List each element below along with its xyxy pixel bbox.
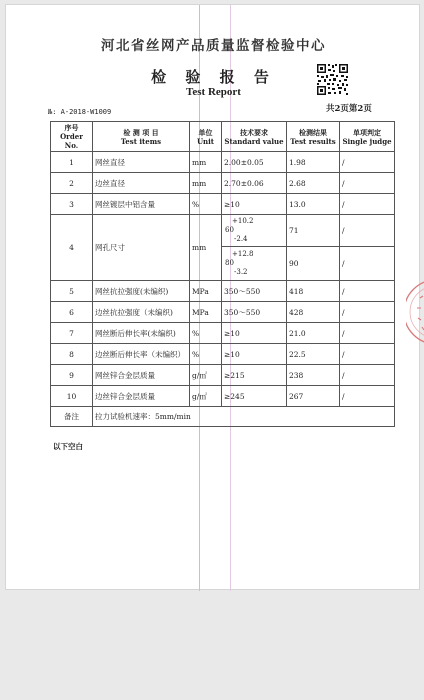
table-row: 6 边丝抗拉强度（未编织) MPa 350～550 428 / [51, 302, 395, 323]
report-number: №: A-2018-W1009 [48, 108, 112, 116]
blank-below-note: 以下空白 [53, 442, 83, 451]
table-row: 7 网丝断后伸长率(未编织) % ≥10 21.0 / [51, 323, 395, 344]
red-seal-stamp-icon [406, 278, 424, 346]
table-row: 2 边丝直径 mm 2.70±0.06 2.68 / [51, 173, 395, 194]
column-header-single-judge: 单项判定 Single judge [340, 122, 395, 152]
table-row: 8 边丝断后伸长率（未编织） % ≥10 22.5 / [51, 344, 395, 365]
table-row: 10 边丝锌合金层质量 g/㎡ ≥245 267 / [51, 386, 395, 407]
table-row: 4 网孔尺寸 mm +10.2 60 -2.4 +12.8 80 -3.2 71 90 / / [51, 215, 395, 281]
organization-name: 河北省丝网产品质量监督检验中心 [101, 38, 326, 54]
remark-label: 备注 [51, 407, 93, 427]
remark-text: 拉力试验机速率：5mm/min [93, 407, 395, 427]
table-row: 5 网丝抗拉强度(未编织) MPa 350～550 418 / [51, 281, 395, 302]
column-header-order-no: 序号 Order No. [51, 122, 93, 152]
table-row: 9 网丝锌合金层质量 g/㎡ ≥215 238 / [51, 365, 395, 386]
page-number: 共2页第2页 [326, 104, 372, 114]
table-row: 3 网丝镀层中铝含量 % ≥10 13.0 / [51, 194, 395, 215]
column-header-test-results: 检测结果 Test results [287, 122, 340, 152]
mesh-size-standard-cell: +10.2 60 -2.4 +12.8 80 -3.2 [222, 215, 287, 281]
column-header-test-items: 检 测 项 目 Test items [93, 122, 190, 152]
qr-code-icon [316, 63, 349, 96]
results-table [50, 121, 395, 427]
table-row: 1 网丝直径 mm 2.00±0.05 1.98 / [51, 152, 395, 173]
table-header-row [51, 122, 395, 152]
column-header-unit: 单位 Unit [190, 122, 222, 152]
remarks-row [51, 407, 395, 427]
report-title-chinese: 检 验 报 告 [151, 68, 276, 86]
report-page [5, 4, 420, 590]
column-header-standard-value: 技术要求 Standard value [222, 122, 287, 152]
report-title-english: Test Report [186, 86, 241, 98]
